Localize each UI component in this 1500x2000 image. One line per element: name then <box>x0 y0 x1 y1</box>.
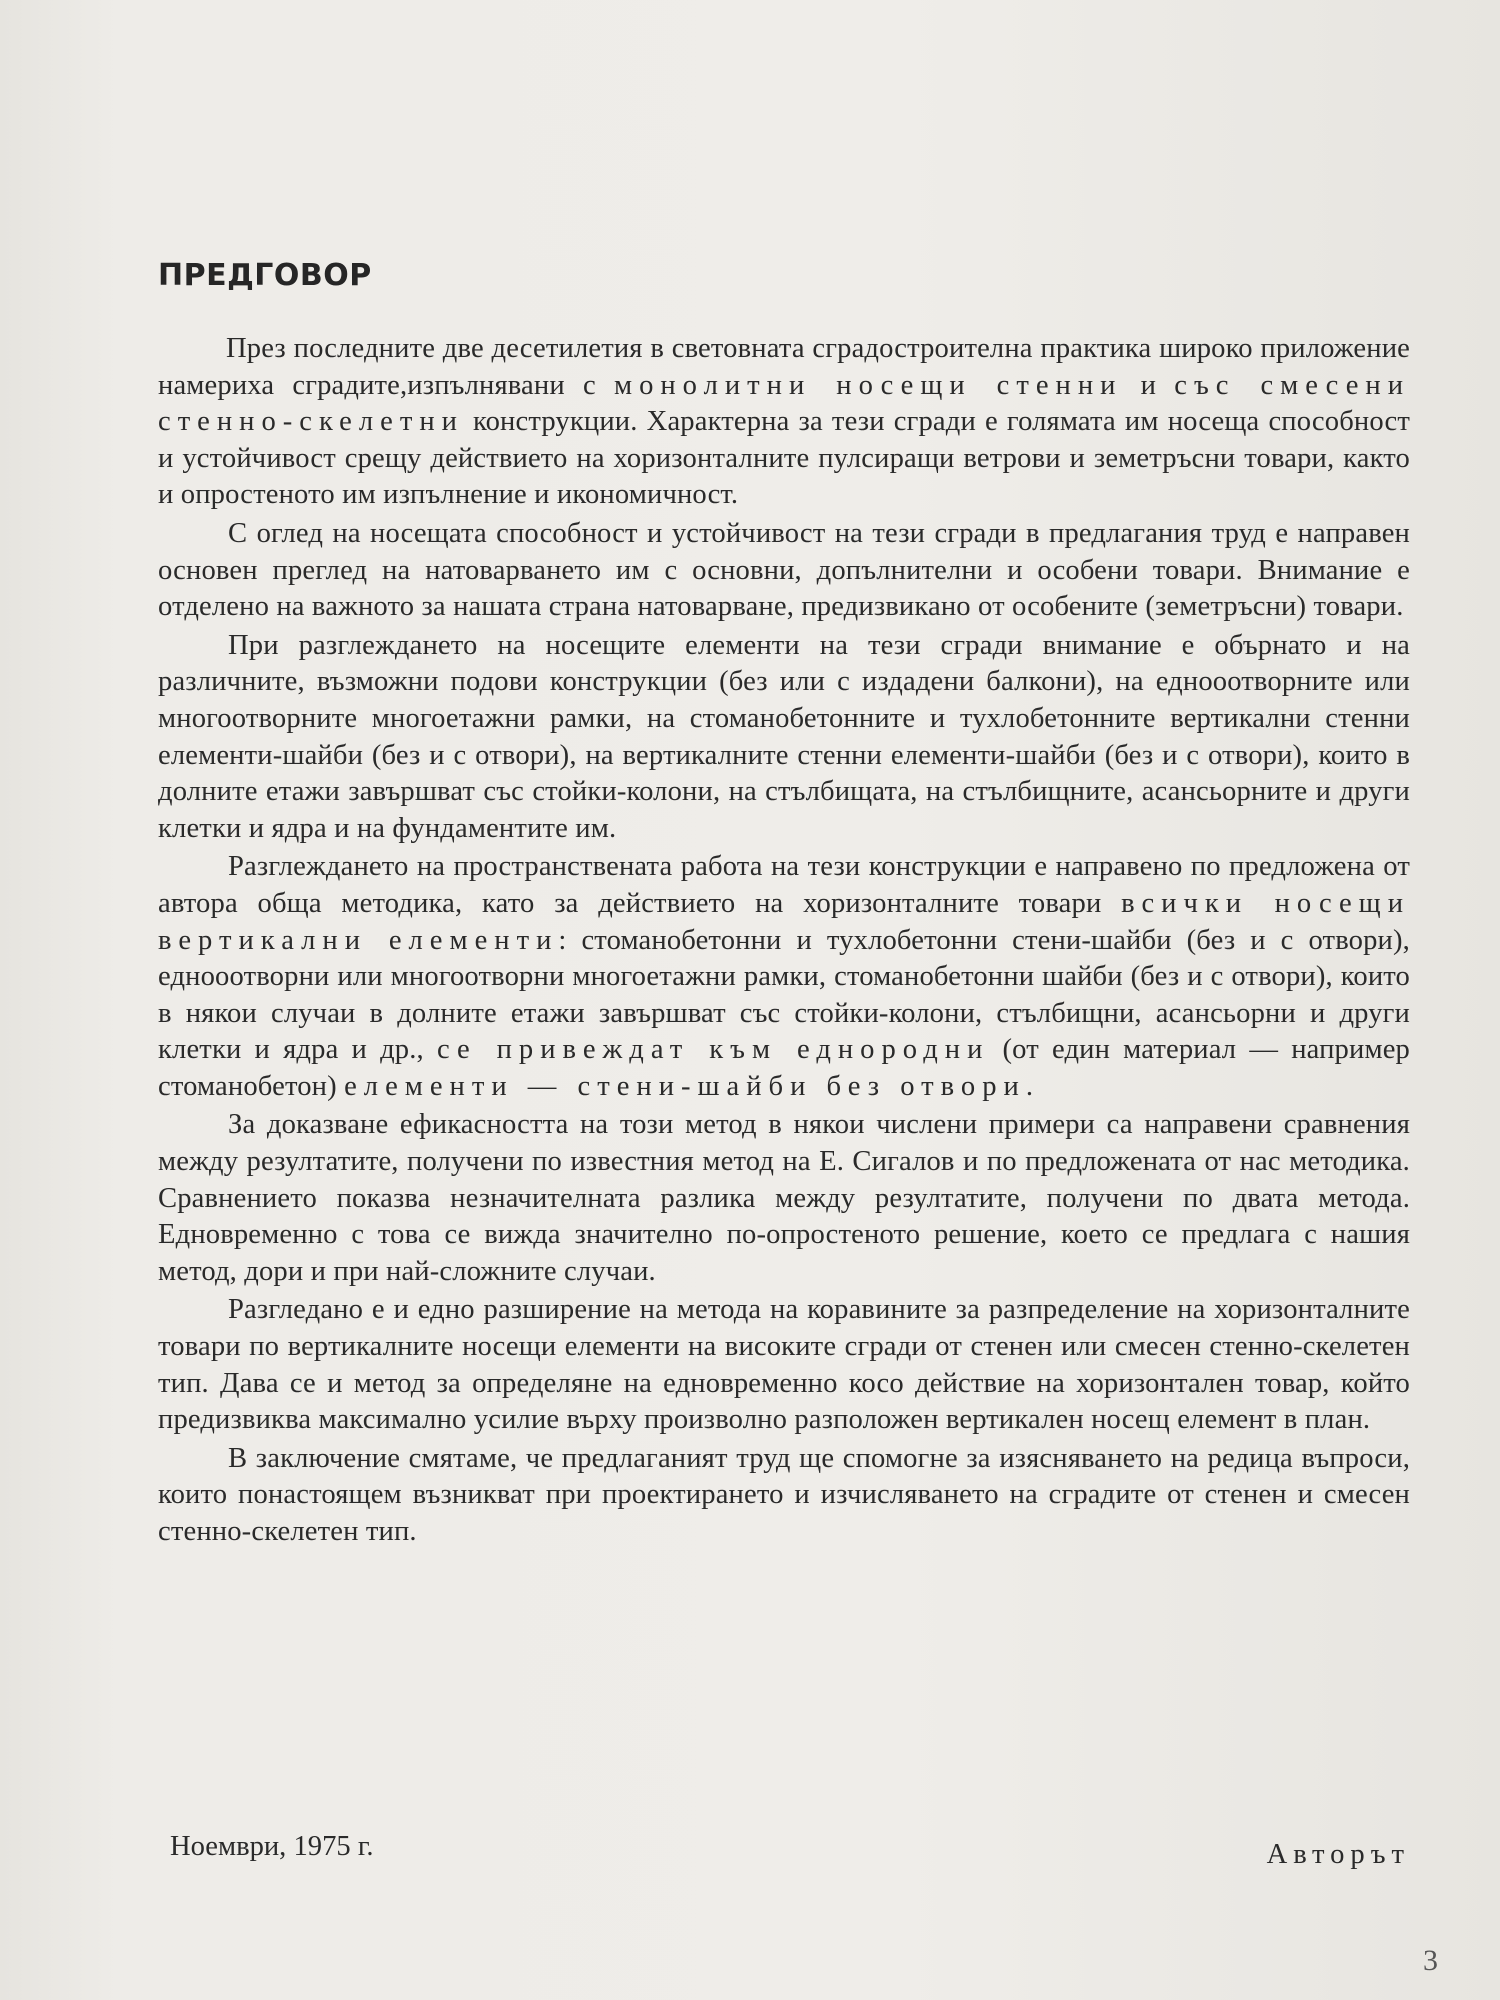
spaced-emphasis: всички носещи вертикални елементи <box>158 887 1410 956</box>
spaced-emphasis: елементи — стени-шайби без отвори <box>344 1070 1026 1102</box>
body-text <box>158 331 1410 1551</box>
paragraph-text: При разглеждането на носещите елементи на тези сгради внимание е обърнато и на различните, възможни подови конструкции (без или с издадени балкони), на еднооотворните или многоотворните многоетажни рамки, на стоманобетонните и тухлобетонните вертикални стенни елементи-шайби (без и с отвори), на вертикалните стенни елементи-шайби (без и с отвори), които в долните етажи завършват със стойки-колони, на стълбищата, на стълбищните, асансьорните и други клетки и ядра и на фундаментите им. <box>158 629 1410 844</box>
page-heading: ПРЕДГОВОР <box>158 258 372 293</box>
paragraph <box>158 1292 1410 1438</box>
page-content <box>158 258 1410 1870</box>
paragraph <box>158 1107 1410 1290</box>
paragraph <box>158 1441 1410 1551</box>
spaced-emphasis: със смесени стенно-скелетни <box>158 369 1410 438</box>
paragraph-text: Разглеждането на пространствената работа на тези конструкции е направено по предложена от автора обща методика, като за действието на хоризонталните товари <box>158 851 1410 919</box>
paragraph-text: . <box>1025 1070 1034 1102</box>
author-signature: Авторът <box>1266 1839 1410 1870</box>
paragraph <box>158 628 1410 848</box>
paragraph-text: и <box>1122 369 1175 401</box>
paragraph-text: През последните две десетилетия в световната сградостроителна практика широко приложение намериха сградите,изпълнявани с <box>158 333 1410 401</box>
paragraph-text: конструкции. Характерна за тези сгради е голямата им носеща способност и устойчивост срещу действието на хоризонталните пулсиращи ветрови и земетръсни товари, както и опростеното им изпълнение и икономичност. <box>158 406 1410 511</box>
paragraph-text: Разгледано е и едно разширение на метода на коравините за разпределение на хоризонталните товари по вертикалните носещи елементи на високите сгради от стенен или смесен стенно-скелетен тип. Дава се и метод за определяне на едновременно косо действие на хоризонтален товар, който предизвиква максимално усилие върху произволно разположен вертикален носещ елемент в план. <box>158 1294 1410 1436</box>
paragraph-text: За доказване ефикасността на този метод в някои числени примери са направени сравнения между резултатите, получени по известния метод на Е. Сигалов и по предложената от нас методика. Сравнението показва незначителната разлика между резултатите, получени по двата метода. Едновременно с това се вижда значително по-опростеното решение, което се предлага с нашия метод, дори и при най-сложните случаи. <box>158 1109 1410 1287</box>
paragraph-text: (от един материал — например стоманобетон) <box>158 1034 1410 1102</box>
spaced-emphasis: монолитни носещи стенни <box>613 369 1123 401</box>
paragraph <box>158 516 1410 626</box>
spaced-emphasis: се привеждат към еднородни <box>436 1034 990 1066</box>
paragraph-text: В заключение смятаме, че предлаганият труд ще спомогне за изясняването на редица въпроси, които понастоящем възникват при проектирането и изчисляването на сградите от стенен и смесен стенно-скелетен тип. <box>158 1442 1410 1547</box>
paragraph-text: : стоманобетонни и тухлобетонни стени-шайби (без и с отвори), еднооотворни или многоотворни многоетажни рамки, стоманобетонни шайби (без и с отвори), които в някои случаи в долните етажи завършват със стойки-колони, стълбищни, асансьорни и други клетки и ядра и др., <box>158 924 1410 1066</box>
paragraph-text: С оглед на носещата способност и устойчивост на тези сгради в предлагания труд е направен основен преглед на натоварването им с основни, допълнителни и особени товари. Внимание е отделено на важното за нашата страна натоварване, предизвикано от особените (земетръсни) товари. <box>158 517 1410 623</box>
page-number: 3 <box>1423 1944 1438 1977</box>
paragraph <box>158 331 1410 514</box>
date-line: Ноември, 1975 г. <box>170 1831 374 1862</box>
paragraph <box>158 849 1410 1105</box>
